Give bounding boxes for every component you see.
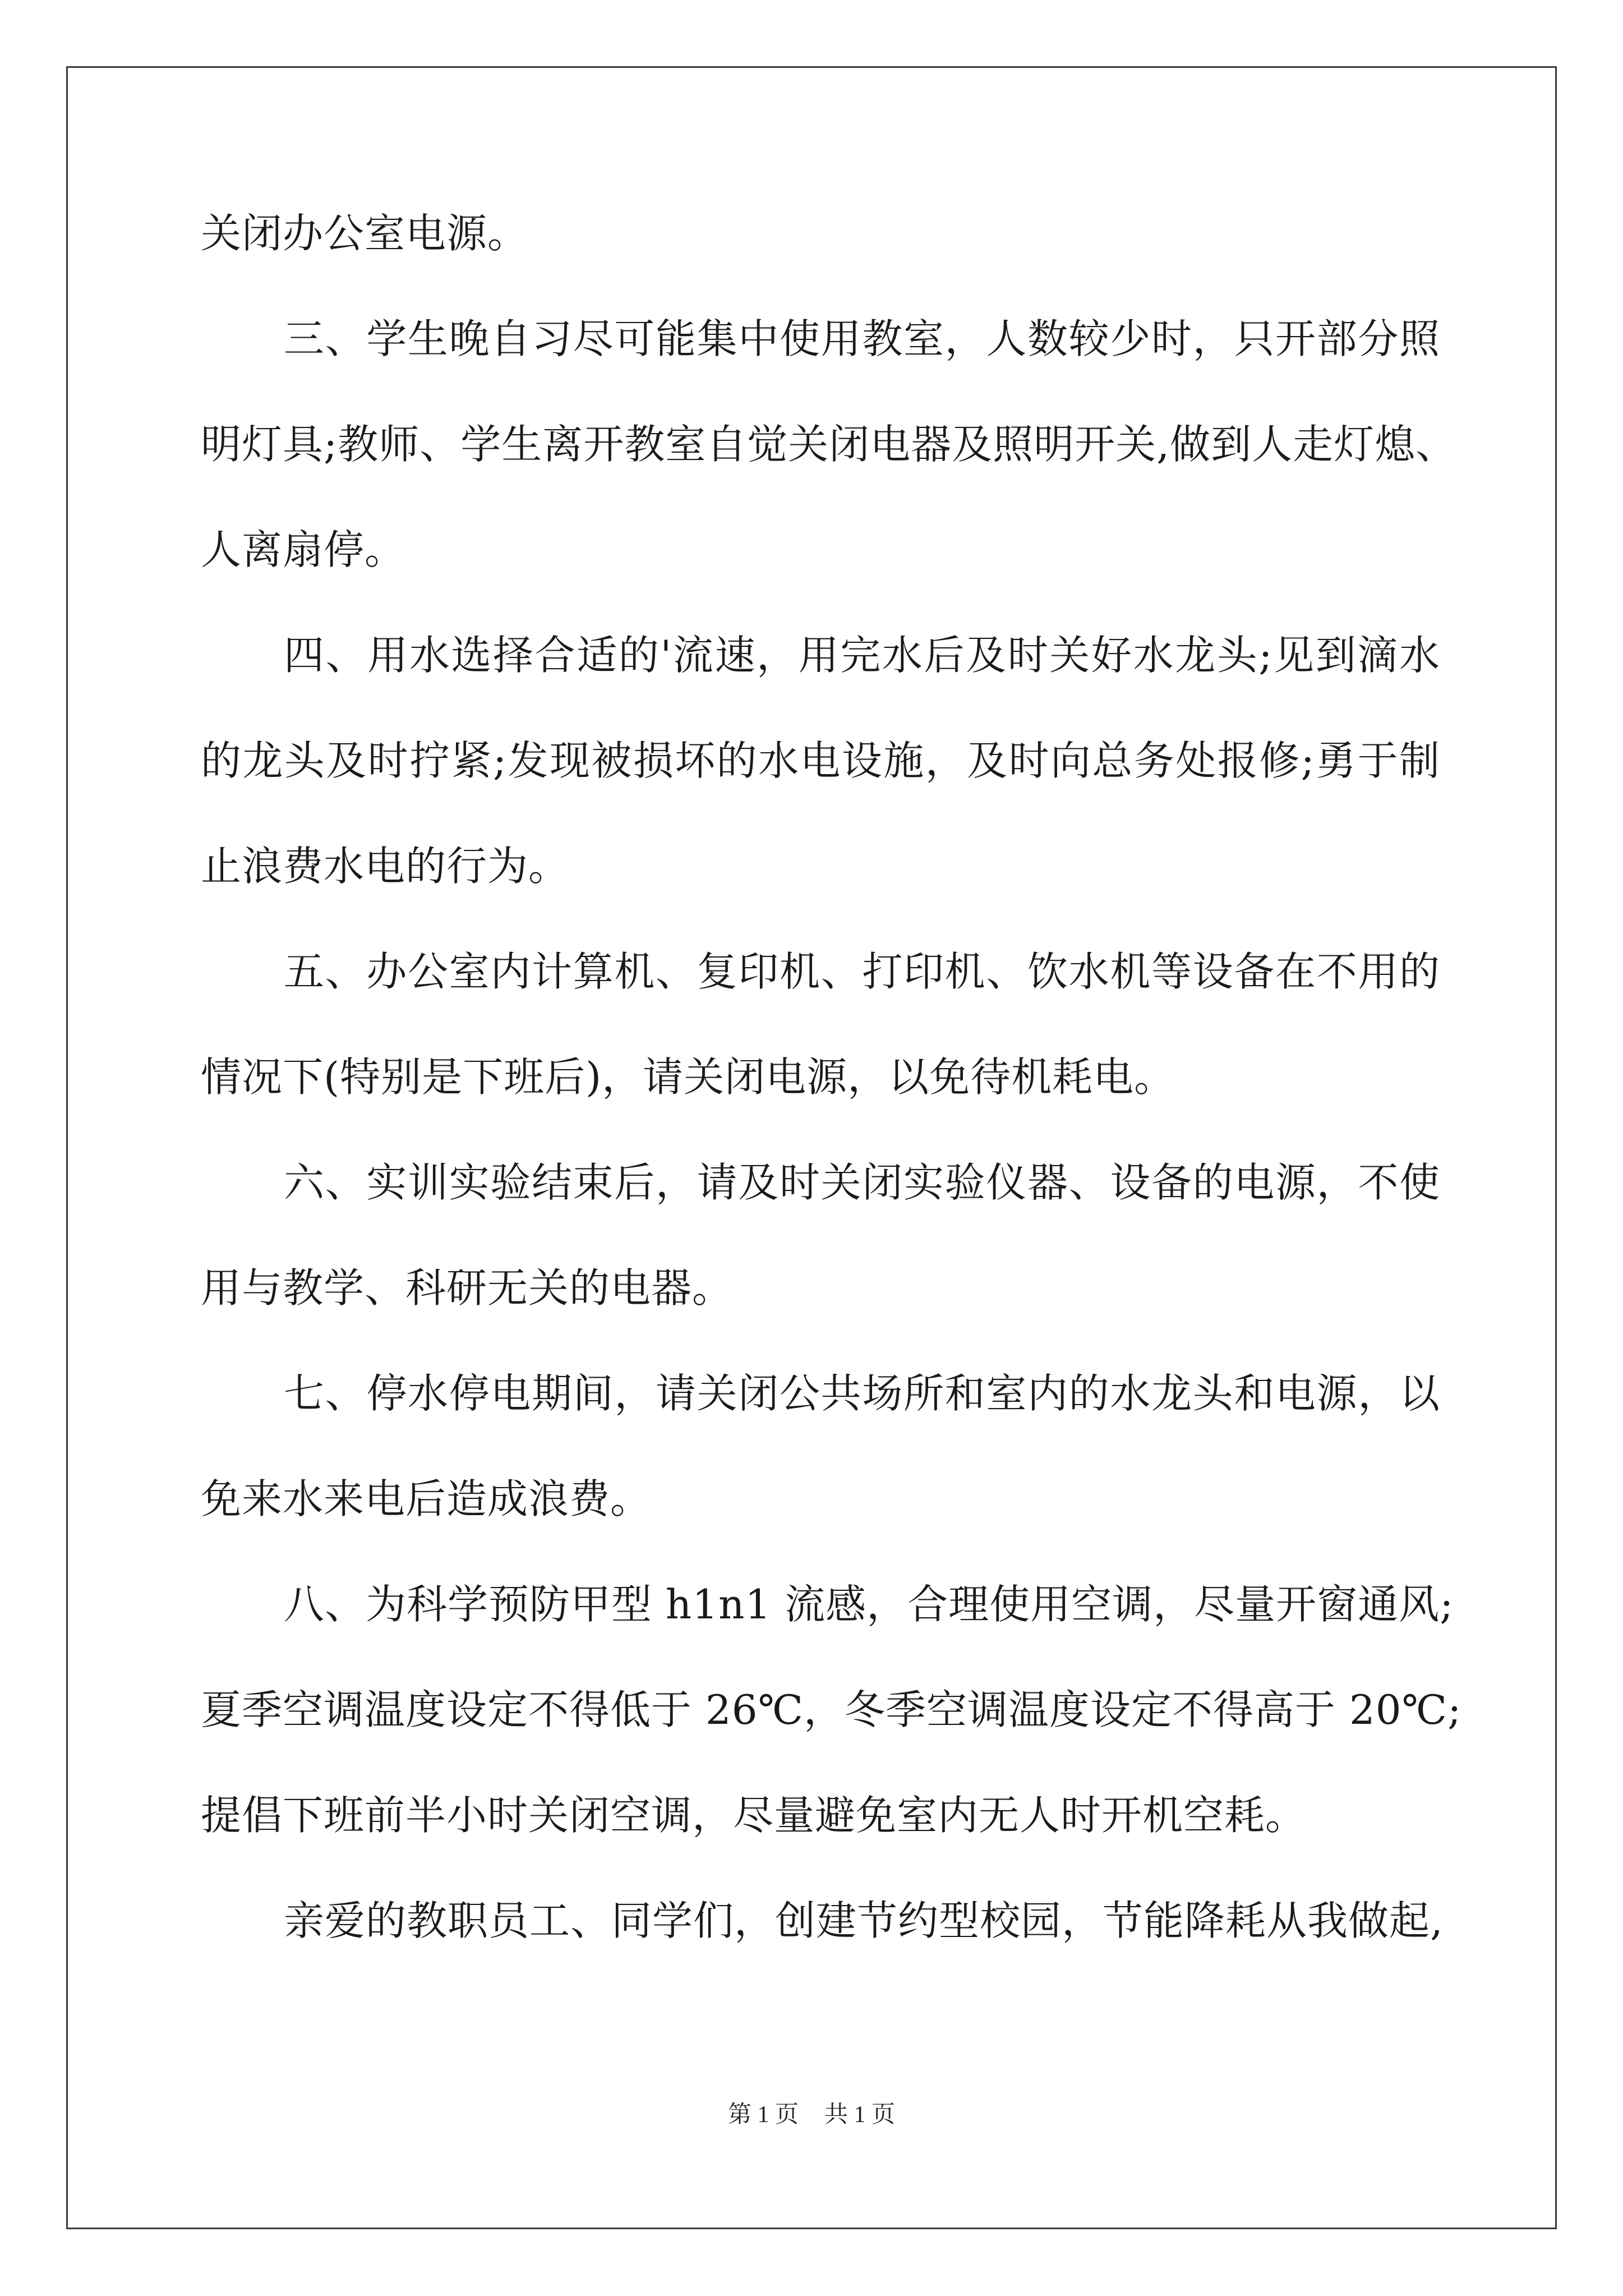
paragraph-line: 的龙头及时拧紧;发现被损坏的水电设施，及时向总务处报修;勇于制 (201, 737, 1440, 784)
paragraph-line: 情况下(特别是下班后)，请关闭电源，以免待机耗电。 (201, 1053, 1175, 1101)
paragraph-line: 八、为科学预防甲型 h1n1 流感，合理使用空调，尽量开窗通风; (284, 1581, 1454, 1628)
paragraph-line: 用与教学、科研无关的电器。 (201, 1264, 734, 1312)
page-footer (0, 2098, 1623, 2132)
paragraph-line: 夏季空调温度设定不得低于 26℃，冬季空调温度设定不得高于 20℃; (201, 1686, 1462, 1733)
paragraph-line: 免来水来电后造成浪费。 (201, 1475, 652, 1522)
paragraph-line: 人离扇停。 (201, 526, 406, 573)
paragraph-line: 三、学生晚自习尽可能集中使用教室，人数较少时，只开部分照 (284, 315, 1440, 362)
paragraph-line: 五、办公室内计算机、复印机、打印机、饮水机等设备在不用的 (284, 948, 1440, 995)
page-total: 共 1 页 (824, 2102, 896, 2128)
paragraph-line: 七、停水停电期间，请关闭公共场所和室内的水龙头和电源，以 (284, 1370, 1440, 1417)
page-number: 第 1 页 (727, 2102, 799, 2128)
paragraph-line: 明灯具;教师、学生离开教室自觉关闭电器及照明开关,做到人走灯熄、 (201, 421, 1457, 468)
paragraph-line: 六、实训实验结束后，请及时关闭实验仪器、设备的电源，不使 (284, 1159, 1440, 1206)
paragraph-line: 四、用水选择合适的'流速，用完水后及时关好水龙头;见到滴水 (284, 632, 1440, 679)
paragraph-line: 提倡下班前半小时关闭空调，尽量避免室内无人时开机空耗。 (201, 1792, 1307, 1839)
paragraph-line: 关闭办公室电源。 (201, 210, 529, 257)
paragraph-line: 止浪费水电的行为。 (201, 843, 570, 890)
paragraph-line: 亲爱的教职员工、同学们，创建节约型校园，节能降耗从我做起, (284, 1897, 1444, 1944)
